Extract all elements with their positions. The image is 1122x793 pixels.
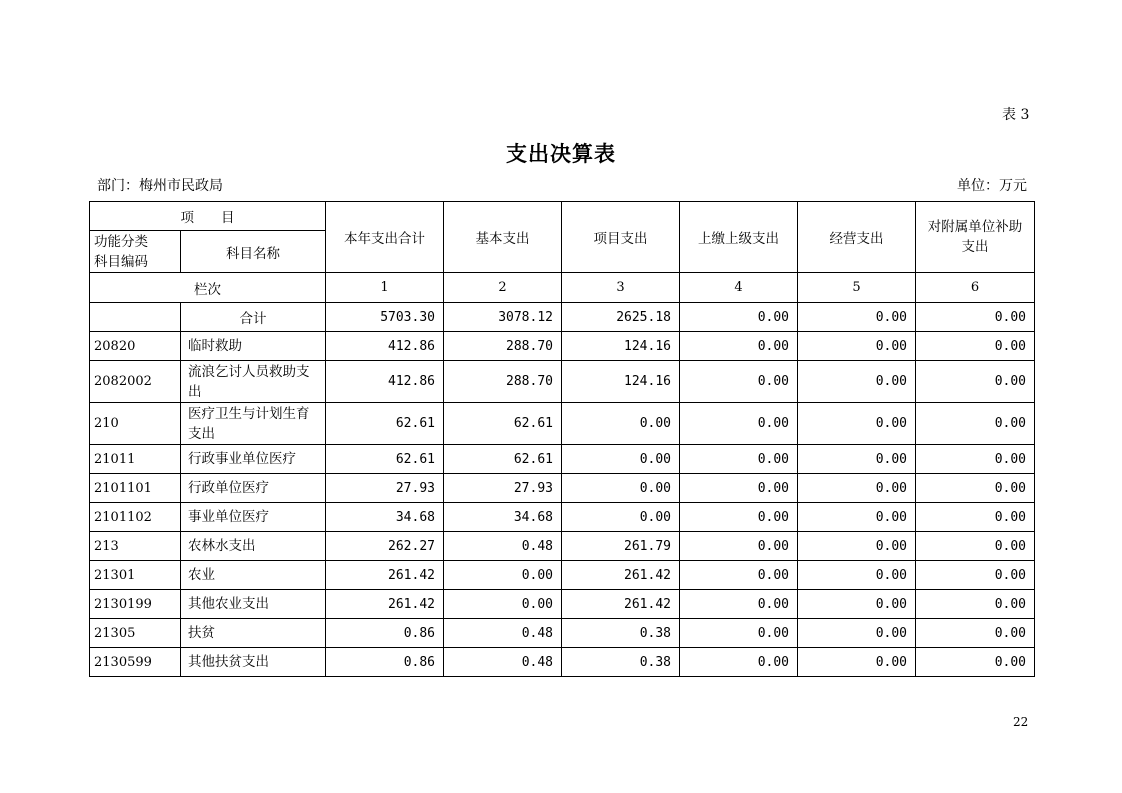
value-cell: 0.00 — [680, 361, 798, 403]
table-row — [90, 361, 1035, 403]
subject-code-cell: 21305 — [90, 619, 181, 648]
value-cell: 0.00 — [916, 590, 1035, 619]
value-cell: 0.00 — [680, 503, 798, 532]
value-cell: 0.00 — [916, 503, 1035, 532]
subject-name-cell: 临时救助 — [181, 332, 326, 361]
value-cell: 0.48 — [444, 532, 562, 561]
value-cell: 0.00 — [562, 445, 680, 474]
value-cell: 0.00 — [680, 590, 798, 619]
value-cell: 0.00 — [680, 332, 798, 361]
table-row — [90, 619, 1035, 648]
table-row — [90, 561, 1035, 590]
value-cell: 0.00 — [798, 445, 916, 474]
value-cell: 0.00 — [916, 403, 1035, 445]
value-cell: 0.00 — [916, 648, 1035, 677]
subject-code-cell: 2101102 — [90, 503, 181, 532]
header-subsidy: 对附属单位补助 支出 — [916, 202, 1035, 273]
value-cell: 0.86 — [326, 648, 444, 677]
subject-name-cell: 流浪乞讨人员救助支出 — [181, 361, 326, 403]
value-cell: 34.68 — [444, 503, 562, 532]
index-cell: 5 — [798, 273, 916, 303]
table-row — [90, 590, 1035, 619]
subject-name-cell: 行政单位医疗 — [181, 474, 326, 503]
value-cell: 0.00 — [798, 474, 916, 503]
value-cell: 412.86 — [326, 332, 444, 361]
value-cell: 288.70 — [444, 332, 562, 361]
value-cell: 0.00 — [798, 403, 916, 445]
value-cell: 27.93 — [326, 474, 444, 503]
value-cell: 0.00 — [798, 503, 916, 532]
header-basic: 基本支出 — [444, 202, 562, 273]
value-cell: 62.61 — [326, 403, 444, 445]
value-cell: 0.00 — [444, 590, 562, 619]
index-cell: 2 — [444, 273, 562, 303]
unit-label: 单位：万元 — [957, 178, 1027, 194]
subject-code-cell: 2101101 — [90, 474, 181, 503]
value-cell: 0.00 — [916, 474, 1035, 503]
value-cell: 0.38 — [562, 648, 680, 677]
subject-code-cell: 2130199 — [90, 590, 181, 619]
value-cell: 0.00 — [916, 532, 1035, 561]
subject-name-cell: 行政事业单位医疗 — [181, 445, 326, 474]
value-cell: 0.00 — [562, 474, 680, 503]
subject-code-cell: 2082002 — [90, 361, 181, 403]
header-business: 经营支出 — [798, 202, 916, 273]
table-row — [90, 648, 1035, 677]
index-cell: 4 — [680, 273, 798, 303]
value-cell: 0.00 — [798, 648, 916, 677]
value-cell: 262.27 — [326, 532, 444, 561]
value-cell: 27.93 — [444, 474, 562, 503]
value-cell: 0.00 — [798, 532, 916, 561]
total-row — [90, 303, 1035, 332]
value-cell: 0.00 — [680, 561, 798, 590]
value-cell: 62.61 — [444, 445, 562, 474]
subject-name-cell: 农业 — [181, 561, 326, 590]
subject-name-cell: 农林水支出 — [181, 532, 326, 561]
value-cell: 0.86 — [326, 619, 444, 648]
header-row — [90, 202, 1035, 231]
value-cell: 62.61 — [326, 445, 444, 474]
value-cell: 412.86 — [326, 361, 444, 403]
value-cell: 0.00 — [444, 561, 562, 590]
subject-code-cell: 213 — [90, 532, 181, 561]
department-label: 部门：梅州市民政局 — [97, 178, 223, 194]
index-cell: 3 — [562, 273, 680, 303]
subject-name-cell: 扶贫 — [181, 619, 326, 648]
index-cell: 6 — [916, 273, 1035, 303]
table-row — [90, 532, 1035, 561]
header-upper: 上缴上级支出 — [680, 202, 798, 273]
value-cell: 2625.18 — [562, 303, 680, 332]
value-cell: 3078.12 — [444, 303, 562, 332]
header-subject-name: 科目名称 — [181, 231, 326, 273]
header-total: 本年支出合计 — [326, 202, 444, 273]
value-cell: 0.00 — [562, 403, 680, 445]
value-cell: 0.00 — [798, 561, 916, 590]
value-cell: 5703.30 — [326, 303, 444, 332]
value-cell: 62.61 — [444, 403, 562, 445]
subject-code-cell: 21301 — [90, 561, 181, 590]
value-cell: 0.00 — [798, 361, 916, 403]
value-cell: 0.48 — [444, 648, 562, 677]
value-cell: 0.48 — [444, 619, 562, 648]
value-cell: 0.00 — [680, 648, 798, 677]
value-cell: 0.00 — [916, 361, 1035, 403]
header-func-code: 功能分类 科目编码 — [90, 231, 181, 273]
subject-name-cell: 其他扶贫支出 — [181, 648, 326, 677]
subject-code-cell: 210 — [90, 403, 181, 445]
subject-name-cell: 医疗卫生与计划生育支出 — [181, 403, 326, 445]
value-cell: 261.42 — [562, 561, 680, 590]
index-row — [90, 273, 1035, 303]
subject-name-cell: 其他农业支出 — [181, 590, 326, 619]
table-row — [90, 332, 1035, 361]
value-cell: 261.42 — [326, 590, 444, 619]
index-cell: 1 — [326, 273, 444, 303]
value-cell: 0.00 — [916, 619, 1035, 648]
expenditure-table — [89, 201, 1035, 677]
table-row — [90, 503, 1035, 532]
value-cell: 124.16 — [562, 332, 680, 361]
value-cell: 261.42 — [326, 561, 444, 590]
value-cell: 0.00 — [680, 403, 798, 445]
index-label: 栏次 — [90, 273, 326, 303]
value-cell: 0.00 — [798, 590, 916, 619]
value-cell: 0.00 — [916, 303, 1035, 332]
value-cell: 261.79 — [562, 532, 680, 561]
subject-code-cell: 20820 — [90, 332, 181, 361]
page-number: 22 — [1013, 715, 1029, 729]
value-cell: 0.00 — [798, 332, 916, 361]
value-cell: 0.00 — [916, 561, 1035, 590]
table-number-label: 表 3 — [1002, 107, 1030, 123]
value-cell: 34.68 — [326, 503, 444, 532]
value-cell: 261.42 — [562, 590, 680, 619]
total-label: 合计 — [181, 303, 326, 332]
header-item: 项 目 — [90, 202, 326, 231]
value-cell: 0.00 — [562, 503, 680, 532]
table-row — [90, 403, 1035, 445]
table-row — [90, 445, 1035, 474]
value-cell: 0.00 — [916, 332, 1035, 361]
page-title: 支出决算表 — [506, 141, 616, 166]
value-cell: 0.00 — [680, 474, 798, 503]
value-cell: 0.00 — [680, 303, 798, 332]
subject-code-cell: 2130599 — [90, 648, 181, 677]
value-cell: 0.00 — [680, 532, 798, 561]
value-cell: 0.00 — [798, 303, 916, 332]
value-cell: 288.70 — [444, 361, 562, 403]
value-cell: 0.00 — [916, 445, 1035, 474]
value-cell: 0.00 — [798, 619, 916, 648]
value-cell: 124.16 — [562, 361, 680, 403]
value-cell: 0.00 — [680, 445, 798, 474]
subject-code-cell: 21011 — [90, 445, 181, 474]
subject-name-cell: 事业单位医疗 — [181, 503, 326, 532]
table-row — [90, 474, 1035, 503]
value-cell: 0.00 — [680, 619, 798, 648]
value-cell: 0.38 — [562, 619, 680, 648]
total-code-cell — [90, 303, 181, 332]
header-project: 项目支出 — [562, 202, 680, 273]
